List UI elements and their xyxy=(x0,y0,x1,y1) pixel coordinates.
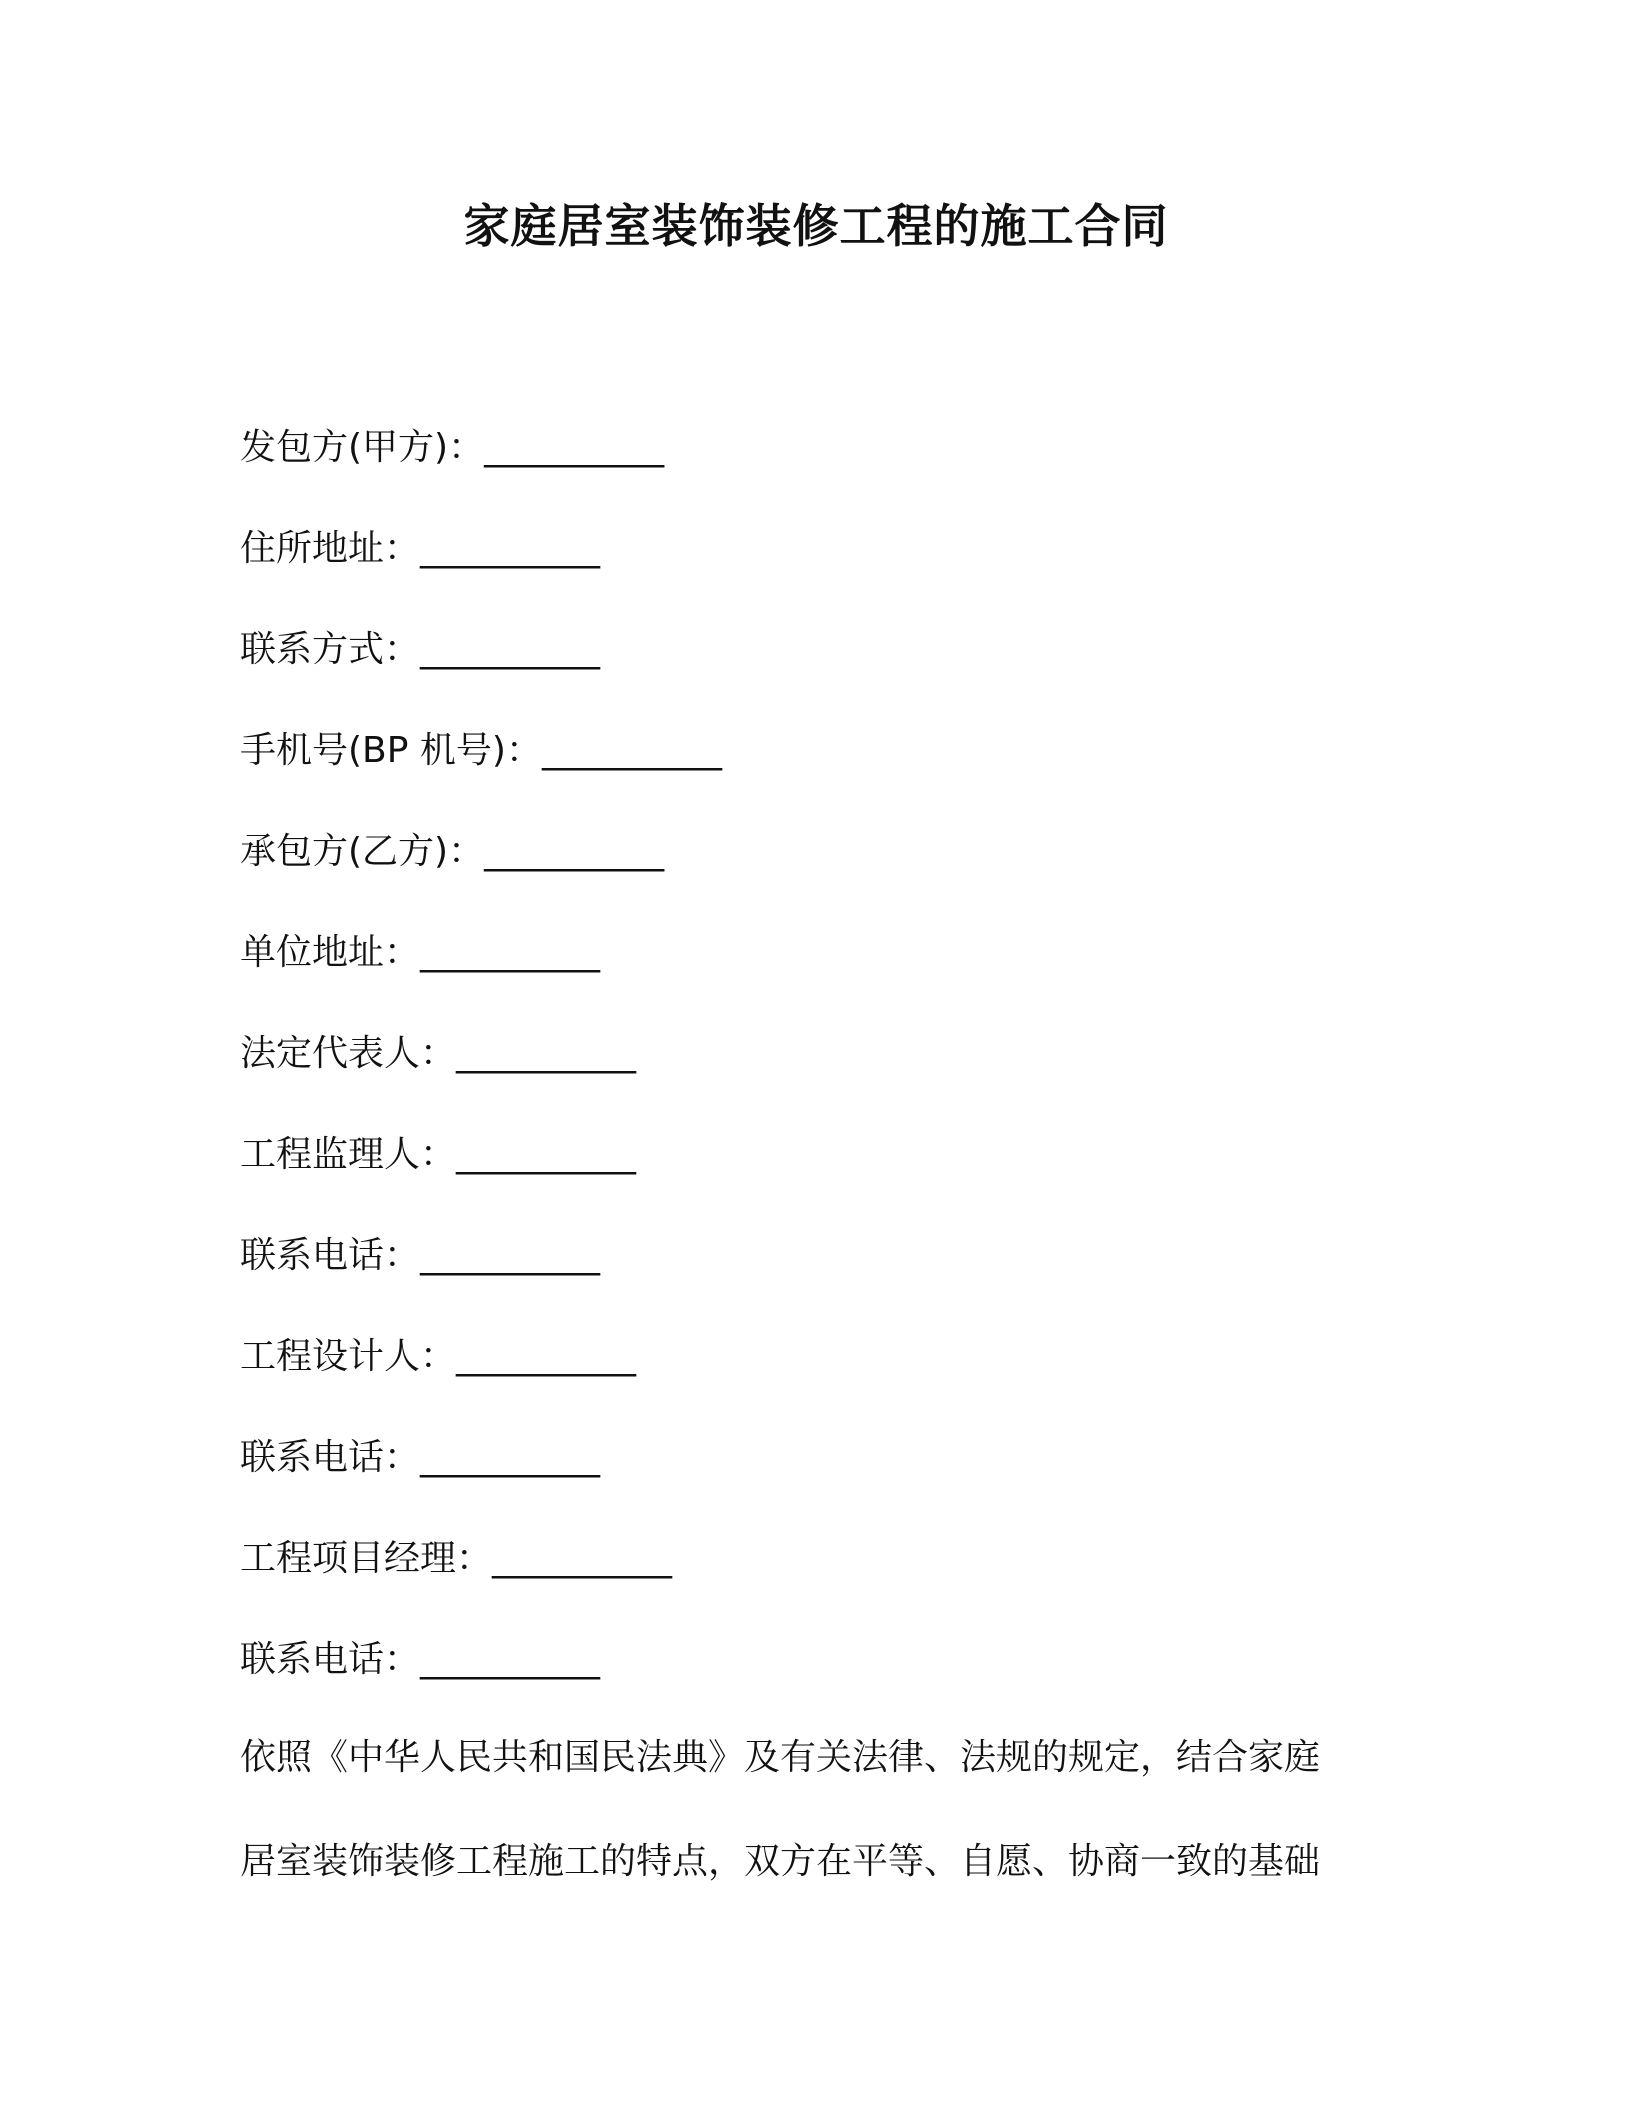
field-blank: __________ xyxy=(420,629,601,670)
field-label: 联系电话： xyxy=(240,1235,421,1276)
field-label: 工程监理人： xyxy=(240,1134,457,1175)
field-company-address xyxy=(240,923,1440,1024)
field-blank: __________ xyxy=(541,730,722,771)
field-blank: __________ xyxy=(484,831,665,872)
field-blank: __________ xyxy=(420,1437,601,1478)
field-blank: __________ xyxy=(456,1134,637,1175)
field-blank: __________ xyxy=(420,932,601,973)
field-blank: __________ xyxy=(420,528,601,569)
field-label: 单位地址： xyxy=(240,932,421,973)
field-label: 承包方(乙方)： xyxy=(240,831,485,872)
field-project-manager xyxy=(240,1529,1440,1630)
field-residence-address xyxy=(240,519,1440,620)
field-project-supervisor xyxy=(240,1125,1440,1226)
field-label: 发包方(甲方)： xyxy=(240,427,485,468)
field-supervisor-phone xyxy=(240,1226,1440,1327)
field-mobile-number xyxy=(240,721,1440,822)
field-blank: __________ xyxy=(456,1033,637,1074)
field-label: 联系方式： xyxy=(240,629,421,670)
field-blank: __________ xyxy=(492,1538,673,1579)
field-manager-phone xyxy=(240,1630,1440,1731)
field-legal-representative xyxy=(240,1024,1440,1125)
field-label: 工程设计人： xyxy=(240,1336,457,1377)
field-label: 联系电话： xyxy=(240,1639,421,1680)
field-label: 工程项目经理： xyxy=(240,1538,493,1579)
preamble-line: 居室装饰装修工程施工的特点，双方在平等、自愿、协商一致的基础 xyxy=(240,1841,1321,1882)
field-contractor xyxy=(240,822,1440,923)
field-employer xyxy=(240,418,1440,519)
document-title: 家庭居室装饰装修工程的施工合同 xyxy=(463,199,1169,253)
field-label: 手机号(BP 机号)： xyxy=(240,730,542,771)
contract-preamble xyxy=(240,1728,1390,1936)
field-label: 住所地址： xyxy=(240,528,421,569)
field-contact-method xyxy=(240,620,1440,721)
field-project-designer xyxy=(240,1327,1440,1428)
field-blank: __________ xyxy=(484,427,665,468)
preamble-line: 依照《中华人民共和国民法典》及有关法律、法规的规定，结合家庭 xyxy=(240,1737,1321,1778)
field-blank: __________ xyxy=(420,1639,601,1680)
field-blank: __________ xyxy=(420,1235,601,1276)
field-blank: __________ xyxy=(456,1336,637,1377)
party-info-fields xyxy=(240,418,1440,1731)
field-designer-phone xyxy=(240,1428,1440,1529)
field-label: 法定代表人： xyxy=(240,1033,457,1074)
field-label: 联系电话： xyxy=(240,1437,421,1478)
